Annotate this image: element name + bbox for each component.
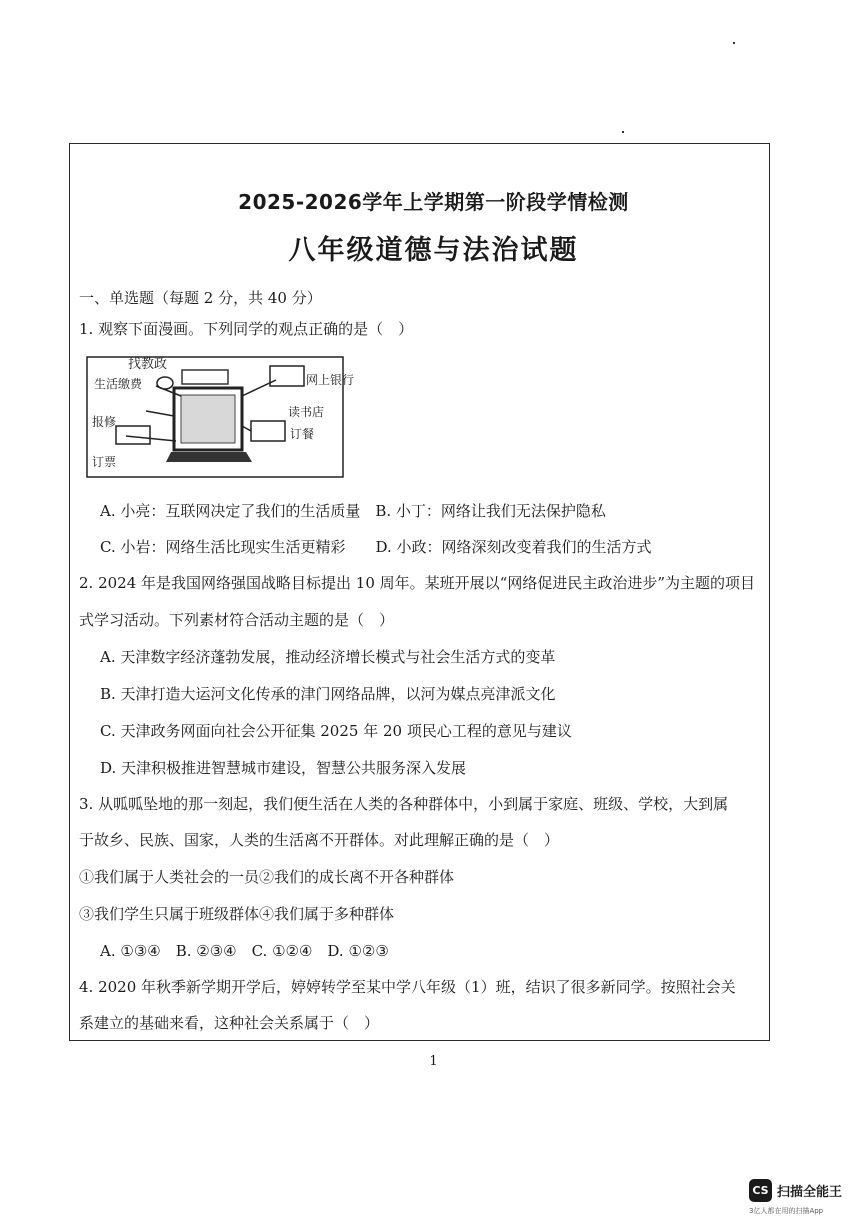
question-2-option-a: A. 天津数字经济蓬勃发展，推动经济增长模式与社会生活方式的变革 bbox=[100, 648, 556, 666]
question-1-options-ab: A. 小亮：互联网决定了我们的生活质量 B. 小丁：网络让我们无法保护隐私 bbox=[100, 502, 606, 520]
cartoon-label: 生活缴费 bbox=[94, 377, 143, 391]
scanner-watermark bbox=[749, 1179, 859, 1219]
question-1-stem: 1. 观察下面漫画。下列同学的观点正确的是（ ） bbox=[79, 320, 414, 338]
cartoon-label: 网上银行 bbox=[306, 373, 355, 387]
exam-title: 八年级道德与法治试题 bbox=[288, 235, 579, 266]
question-1-cartoon bbox=[86, 356, 355, 478]
question-3-statements: ③我们学生只属于班级群体④我们属于多种群体 bbox=[79, 905, 395, 923]
scan-speck bbox=[622, 131, 624, 133]
scanner-app-name: 扫描全能王 bbox=[777, 1185, 843, 1200]
question-2-option-b: B. 天津打造大运河文化传承的津门网络品牌，以河为媒点亮津派文化 bbox=[100, 685, 556, 703]
cartoon-label: 找教政 bbox=[128, 357, 168, 372]
question-1-options-cd: C. 小岩：网络生活比现实生活更精彩 D. 小政：网络深刻改变着我们的生活方式 bbox=[100, 538, 652, 556]
question-4-stem: 系建立的基础来看，这种社会关系属于（ ） bbox=[79, 1014, 380, 1032]
section-heading: 一、单选题（每题 2 分，共 40 分） bbox=[79, 289, 322, 307]
exam-subtitle: 2025-2026学年上学期第一阶段学情检测 bbox=[238, 190, 629, 214]
question-3-statements: ①我们属于人类社会的一员②我们的成长离不开各种群体 bbox=[79, 868, 455, 886]
question-3-options: A. ①③④ B. ②③④ C. ①②④ D. ①②③ bbox=[100, 942, 389, 960]
question-2-stem: 式学习活动。下列素材符合活动主题的是（ ） bbox=[79, 611, 395, 629]
question-3-stem: 于故乡、民族、国家，人类的生活离不开群体。对此理解正确的是（ ） bbox=[79, 831, 560, 849]
cartoon-label: 读书店 bbox=[288, 405, 325, 419]
question-2-stem: 2. 2024 年是我国网络强国战略目标提出 10 周年。某班开展以“网络促进民主政治进步”为主题的项目 bbox=[79, 574, 755, 592]
scan-speck bbox=[733, 42, 735, 44]
question-2-option-d: D. 天津积极推进智慧城市建设，智慧公共服务深入发展 bbox=[100, 759, 467, 777]
cartoon-label: 订票 bbox=[92, 455, 117, 469]
scanner-tagline: 3亿人都在用的扫描App bbox=[749, 1207, 824, 1215]
question-4-stem: 4. 2020 年秋季新学期开学后，婷婷转学至某中学八年级（1）班，结识了很多新同学。按照社会关 bbox=[79, 978, 736, 996]
cartoon-label: 订餐 bbox=[290, 427, 315, 441]
camscanner-logo-icon: CS bbox=[749, 1179, 772, 1202]
question-3-stem: 3. 从呱呱坠地的那一刻起，我们便生活在人类的各种群体中，小到属于家庭、班级、学校，大到属 bbox=[79, 795, 729, 813]
page-number: 1 bbox=[429, 1054, 438, 1069]
question-2-option-c: C. 天津政务网面向社会公开征集 2025 年 20 项民心工程的意见与建议 bbox=[100, 722, 572, 740]
cartoon-label: 报修 bbox=[92, 415, 117, 429]
